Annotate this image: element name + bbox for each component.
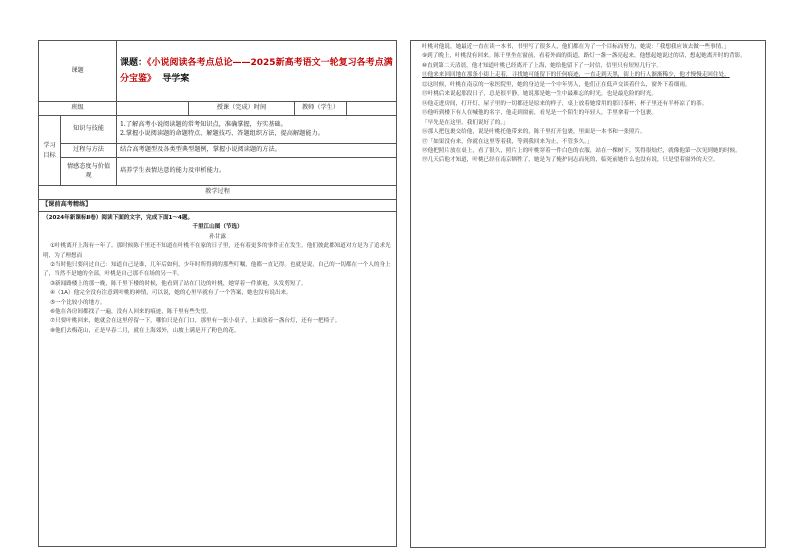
passage-paragraph: 「早先是在这里，我们说好了的。」	[422, 119, 509, 126]
objective-content-1	[117, 116, 397, 144]
document-title	[120, 55, 393, 87]
topic-cell	[117, 41, 397, 102]
passage-cell	[39, 212, 397, 547]
lesson-plan-table	[38, 40, 397, 547]
passage-paragraph: ④（1A）他完全没有注意到叶桃的神情，可以说，她的心里早就有了一个答案，她也没有说出来。	[50, 290, 292, 297]
class-label: 班级	[39, 102, 117, 116]
passage-paragraph: ⑭他走进房间，打开灯，屋子里的一切都还是原来的样子，桌上放着她常用的那只茶杯，杯子里还有半杯凉了的茶。	[422, 100, 708, 107]
time-label: 授课（完成）时间	[189, 102, 295, 116]
passage-paragraph: ⑱他把照片放在桌上，看了很久，照片上的叶桃穿着一件白色的衣服，站在一棵树下，笑得很灿烂，就像他第一次见到她的时候。	[422, 147, 741, 154]
passage-paragraph: ⑩直到第二天清晨，他才知道叶桃已经离开了上海，她给他留下了一封信，信里只有短短几行字。	[422, 62, 662, 69]
objective-line: 2.掌握小说阅读题的命题特点、解题技巧、答题组织方法，提高解题能力。	[120, 129, 324, 137]
title-prefix: 课题：	[120, 58, 148, 68]
passage-paragraph: ⑪他来来回回地在那条小街上走着，寻找她可能留下的任何痕迹，一直走到天黑，街上的行人渐渐稀少，他才慢慢走回住处。	[422, 72, 730, 79]
passage-paragraph: ⑤一个比较小的地方。	[50, 299, 106, 306]
passage-author: 孙甘露	[209, 233, 226, 240]
passage-paragraph: ⑫这时候，叶桃在南京的一家医院里，她的身边是一个中年男人，他们正在低声交谈着什么，窗外下着细雨。	[422, 81, 691, 88]
objective-content-3: 培养学生表情达意的能力及审析能力。	[117, 158, 397, 186]
right-column	[410, 40, 766, 548]
passage-paragraph: ⑥他在各房间都找了一遍，没有人回来的痕迹，陈千里有些失望。	[50, 309, 212, 316]
objective-line: 1.了解高考小说阅读题的常考知识点，准确掌握，夯实基础。	[120, 121, 287, 128]
passage-paragraph: ②当时他只要问过自己：知道自己是谁，几年后如何，少年时所得到的那些叮嘱，他都一直记得。也就是说，自己的一切都在一个人的身上了，当然不是她的全部，叶桃是自己那不在场的另一半。	[43, 262, 391, 278]
passage-paragraph: ⑮他听到楼下有人在喊他的名字，他走到窗前，看见是一个陌生的年轻人，手里拿着一个包裹。	[422, 110, 657, 117]
objective-label-2: 过程与方法	[61, 144, 117, 158]
objective-label-1: 知识与技能	[61, 116, 117, 144]
passage-paragraph: ⑨到了晚上，叶桃没有回来。陈千里坐在窗前，看着外面的街道，路灯一盏一盏亮起来，他想起她说过的话，想起她离开时的背影。	[422, 53, 746, 60]
section-heading: 【课前高考精练】	[39, 200, 397, 212]
passage-paragraph: ⑧他们去梅花山，正是早春二月，就在上海郊外，山坡上满是开了粉色的花。	[50, 327, 240, 334]
objective-label-3: 情感态度与价值观	[61, 158, 117, 186]
title-suffix: 导学案	[162, 74, 190, 84]
passage-paragraph: ③新闻路楼上的那一晚，陈千里下楼的时候，他看到了站在门边的叶桃，她穿着一件旗袍，头发剪短了。	[50, 280, 307, 287]
left-column	[38, 40, 396, 548]
teacher-label: 教师（学生）	[295, 102, 347, 116]
title-main: 《小说阅读各考点总论——2025新高考语文一轮复习各考点满分宝鉴》	[120, 58, 393, 84]
passage-title: 千里江山图（节选）	[192, 224, 243, 231]
passage-paragraph: ⑲几天后他才知道，叶桃已经在南京牺牲了，她是为了掩护同志而死的，临死前她什么也没有说，只是望着窗外的天空。	[422, 157, 719, 164]
passage-paragraph: ⑦只要叶桃回来，她就会在这里停留一下，哪怕只是在门口，那里有一张小桌子，上面放着一盏台灯，还有一把椅子。	[50, 318, 341, 325]
teacher-value	[347, 102, 397, 116]
process-heading: 教学过程	[39, 186, 397, 200]
passage-paragraph: ⑬叶桃后来说起那段日子，总是很平静，她说那是她一生中最难忘的时光，也是最危险的时光。	[422, 91, 657, 98]
topic-label: 课题	[39, 41, 117, 102]
passage-paragraph: 叶桃对他说，她最近一直在读一本书，书里写了很多人，他们都在为了一个目标而努力，她说：「我想我应该去做一些事情。」	[422, 44, 730, 50]
objective-content-2: 结合高考题型及各类型典型题例，掌握小说阅读题的方法。	[117, 144, 397, 158]
class-value	[117, 102, 189, 116]
passage-paragraph: ⑰「如果没有来，你就在这里等着我，等到我回来为止，不管多久。」	[422, 138, 593, 145]
passage-paragraph: ①叶桃离开上海有一年了。那时候陈千里还不知道在叶桃不在家的日子里，还有着更多的事件正在发生。他们彼此都知道对方是为了追求光明，为了理想而	[43, 243, 391, 259]
passage-paragraph: ⑯那人把包裹交给他，说是叶桃托他带来的，陈千里打开包裹，里面是一本书和一张照片。	[422, 129, 646, 136]
passage-intro: （2024年新课标Ⅱ卷）阅读下面的文字，完成下面1～4题。	[43, 215, 194, 221]
objectives-label: 学习目标	[39, 116, 61, 186]
